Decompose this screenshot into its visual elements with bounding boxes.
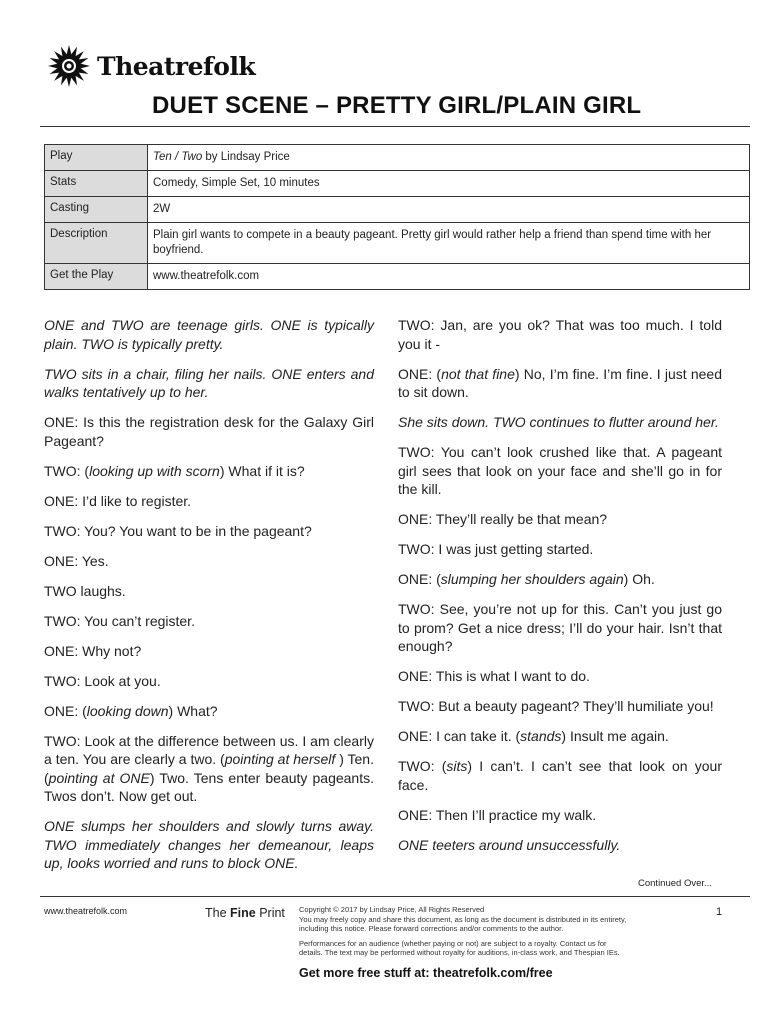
dialogue-line: TWO: Look at you. [44, 672, 161, 689]
stage-direction: ONE slumps her shoulders and slowly turns away. TWO immediately changes her demeanour, leaps up, looks worried and runs to block ONE. [44, 818, 374, 871]
dialogue-line: TWO: I was just getting started. [398, 541, 594, 557]
script-column-left [44, 316, 374, 884]
stage-direction: ONE and TWO are teenage girls. ONE is typically plain. TWO is typically pretty. [44, 317, 374, 352]
fine-print-line: Performances for an audience (whether paying or not) are subject to a royalty. Contact us for [299, 938, 607, 948]
stage-direction: ONE teeters around unsuccessfully. [398, 836, 621, 853]
dialogue-line: TWO laughs. [44, 582, 126, 599]
row-label: Play [45, 145, 148, 171]
table-row [45, 264, 750, 290]
page-number: 1 [716, 906, 723, 918]
fine-print-label: The Fine Print [205, 906, 285, 920]
table-row [45, 197, 750, 223]
row-label: Stats [45, 171, 148, 197]
dialogue-line: TWO: Jan, are you ok? That was too much. I told you it - [398, 317, 722, 352]
play-info-table [44, 144, 750, 290]
dialogue-line: TWO: You? You want to be in the pageant? [44, 522, 312, 539]
row-value: 2W [148, 197, 750, 223]
row-label: Description [45, 223, 148, 264]
table-row [45, 145, 750, 171]
dialogue-line: ONE: Then I’ll practice my walk. [398, 806, 597, 823]
fine-print-line: including this notice. Please forward corrections and/or comments to the author. [299, 924, 564, 933]
row-value [148, 145, 750, 171]
dialogue-line: TWO: But a beauty pageant? They’ll humiliate you! [398, 698, 714, 714]
row-value: Plain girl wants to compete in a beauty pageant. Pretty girl would rather help a friend than spend time with her boyfriend. [148, 223, 750, 264]
script-column-right [398, 316, 722, 866]
theatrefolk-logo [47, 44, 255, 88]
copyright-line: Copyright © 2017 by Lindsay Price, All Rights Reserved [299, 905, 485, 914]
free-stuff-link[interactable]: Get more free stuff at: theatrefolk.com/free [299, 966, 553, 980]
dialogue-line: ONE: Is this the registration desk for the Galaxy Girl Pageant? [44, 414, 374, 449]
page-title: DUET SCENE – PRETTY GIRL/PLAIN GIRL [152, 92, 642, 119]
stage-direction: She sits down. TWO continues to flutter around her. [398, 414, 719, 430]
dialogue-line: TWO: You can’t register. [44, 612, 195, 629]
footer-divider [40, 896, 750, 897]
dialogue-line: TWO: You can’t look crushed like that. A pageant girl sees that look on your face and she’ll go in for the kill. [398, 444, 722, 497]
dialogue-line: TWO: (looking up with scorn) What if it is? [44, 462, 305, 479]
dialogue-line: ONE: I can take it. (stands) Insult me again. [398, 728, 669, 744]
row-label: Get the Play [45, 264, 148, 290]
stage-direction: TWO sits in a chair, filing her nails. ONE enters and walks tentatively up to her. [44, 365, 374, 400]
get-the-play-link[interactable]: www.theatrefolk.com [148, 264, 750, 290]
dialogue-line: ONE: (looking down) What? [44, 702, 218, 719]
footer-url-link[interactable]: www.theatrefolk.com [44, 906, 128, 916]
play-title: Ten / Two [153, 151, 203, 163]
row-value: Comedy, Simple Set, 10 minutes [148, 171, 750, 197]
table-row [45, 223, 750, 264]
fine-print-line: details. The text may be performed without royalty for auditions, in-class work, and Thespian IEs. [299, 948, 620, 957]
table-row [45, 171, 750, 197]
logo-wordmark: Theatrefolk [97, 51, 256, 81]
dialogue-line: ONE: Why not? [44, 642, 142, 659]
continued-over-note: Continued Over... [638, 878, 712, 889]
dialogue-line: ONE: I’d like to register. [44, 492, 192, 509]
dialogue-line: ONE: They’ll really be that mean? [398, 511, 608, 527]
dialogue-line: TWO: See, you’re not up for this. Can’t you just go to prom? Get a nice dress; I’ll do your hair. Isn’t that enough? [398, 601, 722, 654]
dialogue-line: ONE: (not that fine) No, I’m fine. I’m fine. I just need to sit down. [398, 365, 723, 400]
fine-print-line: You may freely copy and share this document, as long as the document is distributed in its entirety, [299, 914, 627, 924]
row-label: Casting [45, 197, 148, 223]
dialogue-line: TWO: Look at the difference between us. I am clearly a ten. You are clearly a two. (pointing at herself ) Ten. (pointing at ONE) Two. Tens enter beauty pageants. Twos don’t. Now get out. [44, 732, 374, 804]
header-divider [40, 126, 750, 127]
dialogue-line: ONE: Yes. [44, 552, 109, 569]
dialogue-line: ONE: (slumping her shoulders again) Oh. [398, 571, 655, 587]
dialogue-line: ONE: This is what I want to do. [398, 668, 590, 684]
dialogue-line: TWO: (sits) I can’t. I can’t see that look on your face. [398, 758, 722, 793]
play-author: by Lindsay Price [202, 151, 290, 163]
fine-print-text [299, 905, 699, 958]
sunburst-logo-icon [47, 44, 91, 88]
